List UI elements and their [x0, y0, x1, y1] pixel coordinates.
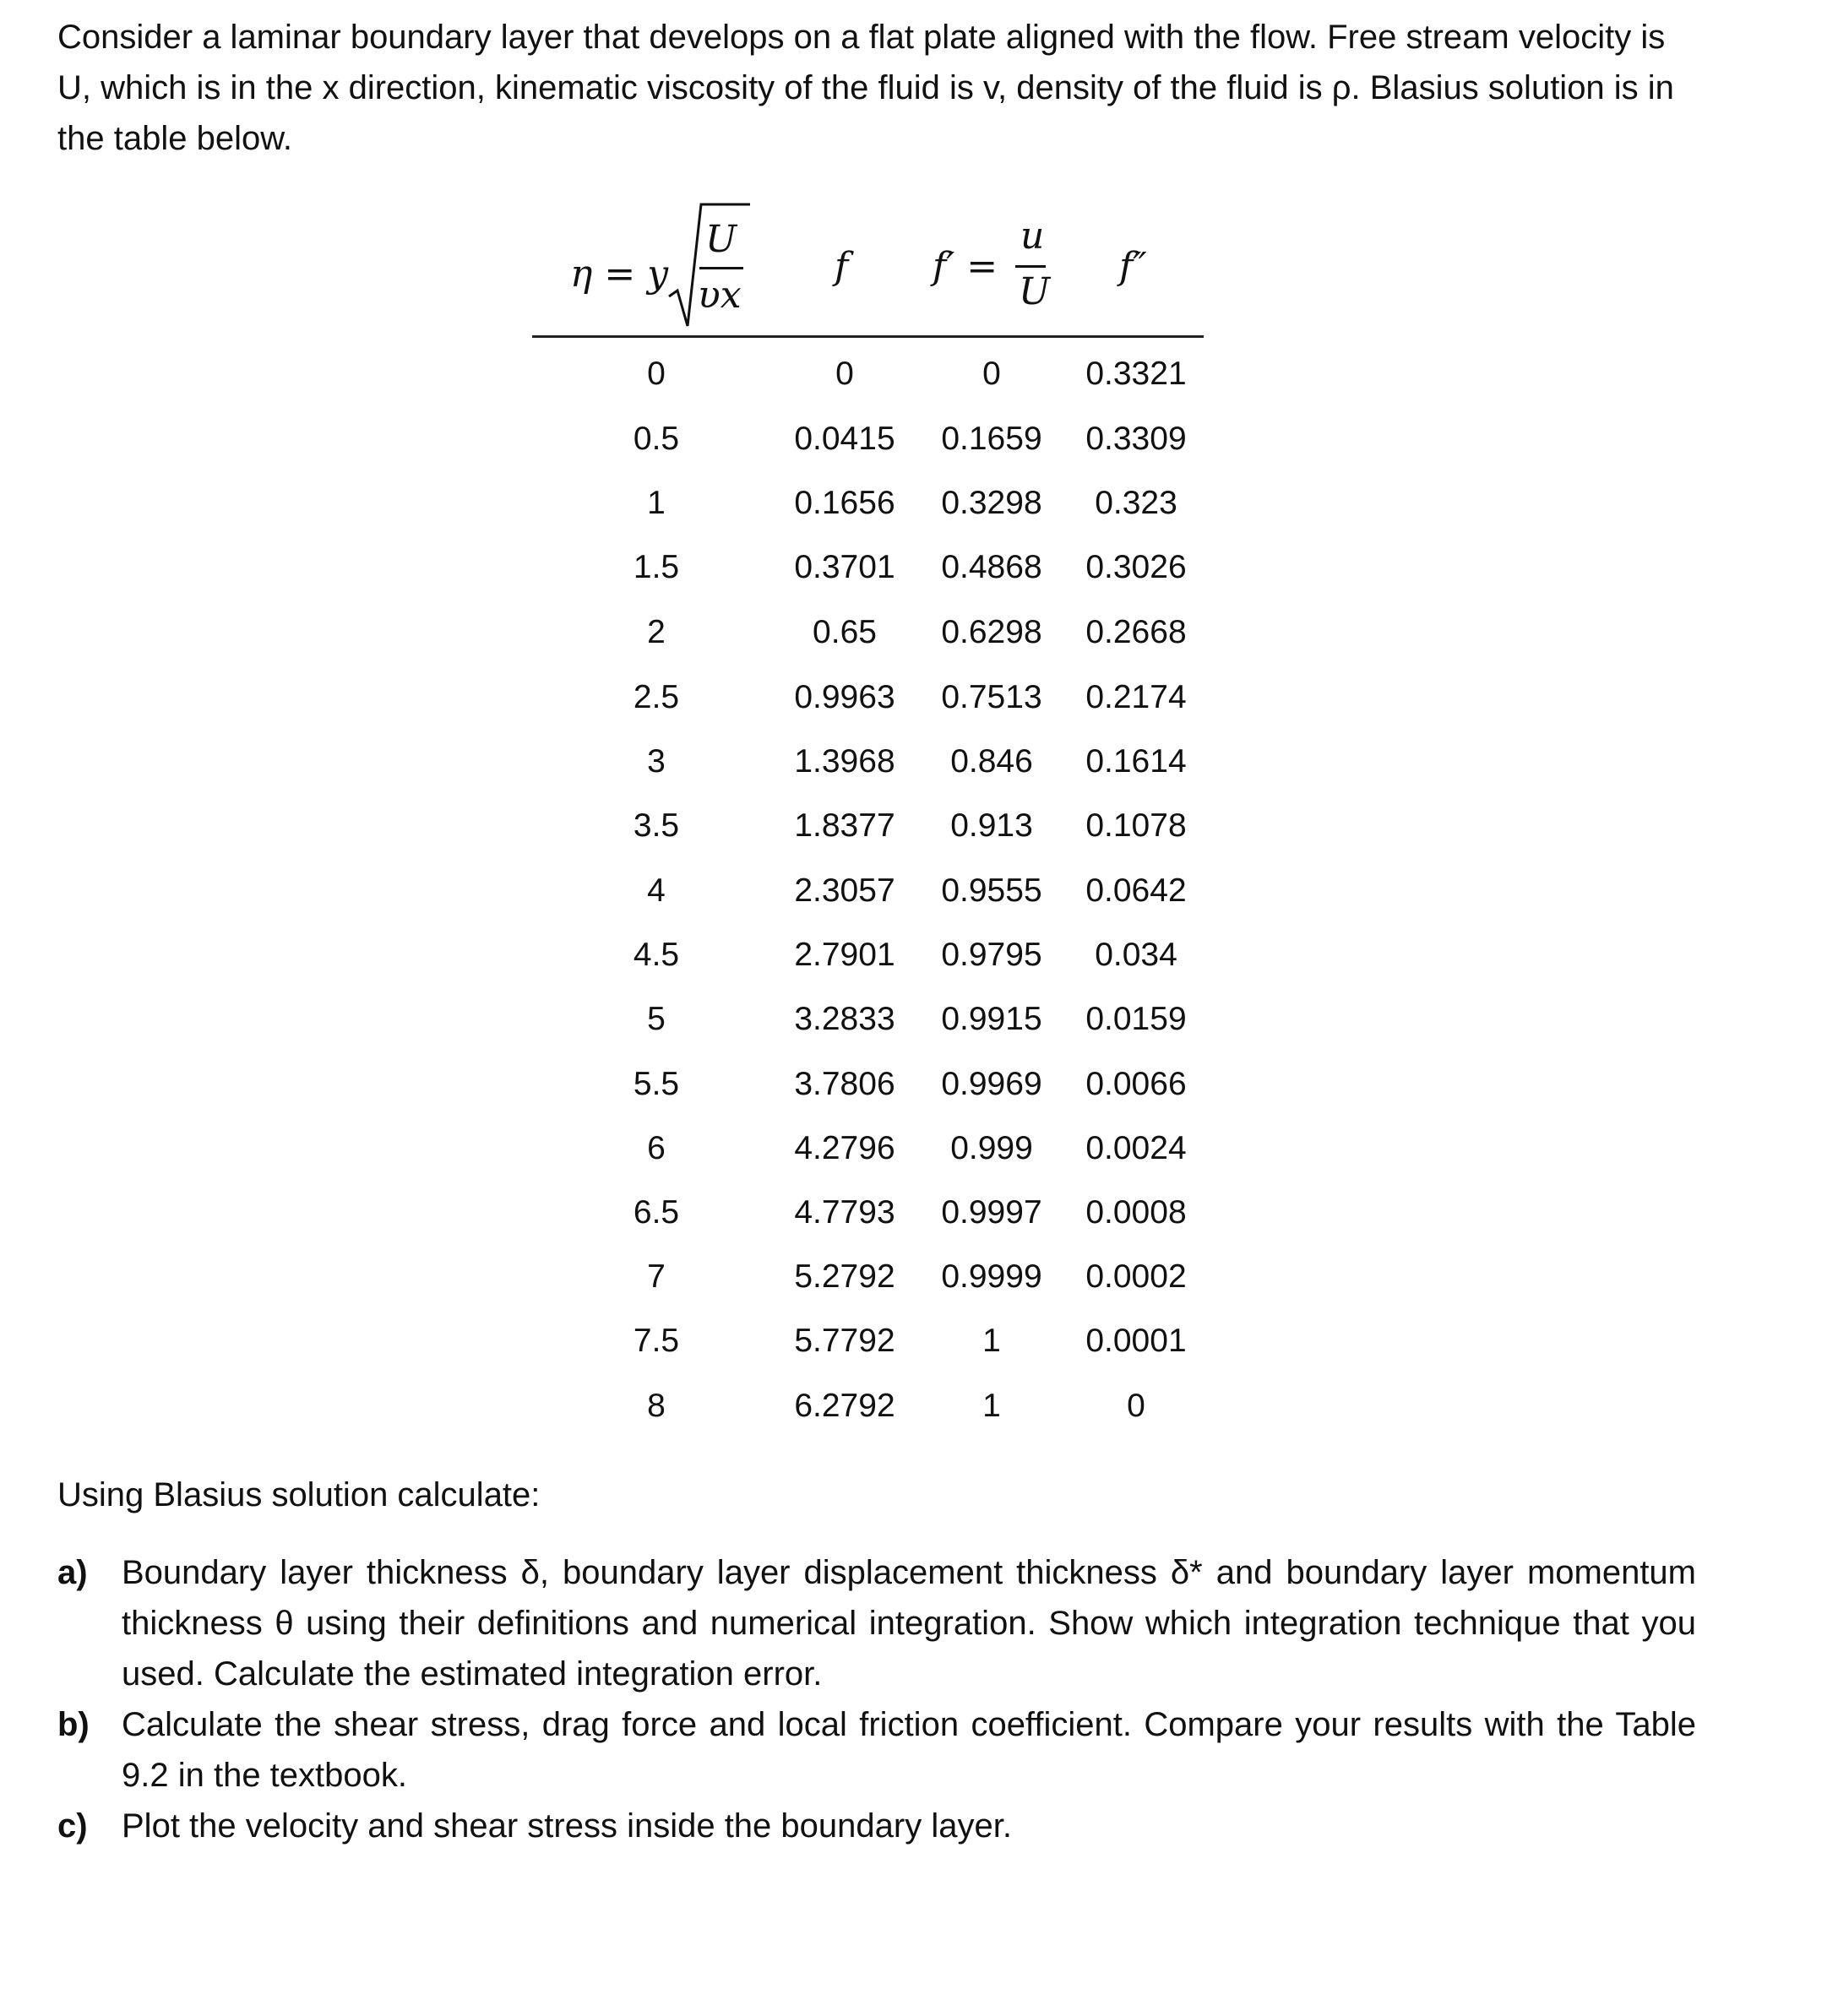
- cell-f: 6.2792: [794, 1388, 895, 1424]
- task-item: [57, 1801, 1696, 1851]
- cell-eta: 7: [647, 1258, 666, 1295]
- cell-eta: 3: [647, 743, 666, 780]
- cell-f: 3.2833: [794, 1001, 895, 1037]
- cell-f: 3.7806: [794, 1066, 895, 1102]
- calc-heading: Using Blasius solution calculate:: [57, 1476, 541, 1513]
- table-row: [0, 930, 1838, 981]
- table-row: [0, 1059, 1838, 1110]
- table-row: [0, 801, 1838, 851]
- table-row: [0, 542, 1838, 593]
- cell-f: 4.2796: [794, 1130, 895, 1166]
- cell-fprime: 0.9795: [941, 937, 1042, 973]
- cell-eta: 1.5: [633, 549, 680, 585]
- cell-fdoubleprime: 0.0024: [1085, 1130, 1187, 1166]
- table-row: [0, 349, 1838, 399]
- cell-f: 0.3701: [794, 549, 895, 585]
- cell-fprime: 0.6298: [941, 614, 1042, 650]
- cell-fprime: 0: [982, 356, 1001, 392]
- cell-eta: 8: [647, 1388, 666, 1424]
- cell-eta: 7.5: [633, 1323, 680, 1359]
- header-eta-lhs: η = y: [570, 253, 669, 296]
- cell-f: 0.65: [813, 614, 877, 650]
- cell-fprime: 0.999: [950, 1130, 1033, 1166]
- task-marker: a): [57, 1554, 88, 1591]
- table-row: [0, 672, 1838, 723]
- cell-fdoubleprime: 0.0642: [1085, 872, 1187, 909]
- cell-f: 0.1656: [794, 485, 895, 521]
- cell-fprime: 0.846: [950, 743, 1033, 780]
- cell-fprime: 0.4868: [941, 549, 1042, 585]
- header-fprime-den: U: [1019, 270, 1051, 313]
- cell-eta: 5.5: [633, 1066, 680, 1102]
- table-header-rule: [532, 335, 1204, 338]
- cell-fdoubleprime: 0.0001: [1085, 1323, 1187, 1359]
- cell-fprime: 0.9915: [941, 1001, 1042, 1037]
- task-text: Boundary layer thickness δ, boundary layer displacement thickness δ* and boundary layer momentum thickness θ using their definitions and numerical integration. Show which integration technique that you used. Calculate the estimated integration error.: [122, 1554, 1696, 1693]
- cell-eta: 1: [647, 485, 666, 521]
- table-row: [0, 994, 1838, 1045]
- cell-fprime: 0.9997: [941, 1194, 1042, 1231]
- cell-f: 1.3968: [794, 743, 895, 780]
- task-item: [57, 1699, 1696, 1801]
- header-fdoubleprime: f″: [1119, 245, 1147, 288]
- table-row: [0, 866, 1838, 916]
- cell-fprime: 0.9969: [941, 1066, 1042, 1102]
- task-marker: b): [57, 1706, 90, 1743]
- header-fprime-frac-bar: [1015, 265, 1046, 268]
- cell-f: 5.2792: [794, 1258, 895, 1295]
- cell-eta: 4.5: [633, 937, 680, 973]
- table-row: [0, 736, 1838, 787]
- cell-fdoubleprime: 0.0159: [1085, 1001, 1187, 1037]
- header-eta-den: υx: [698, 274, 742, 317]
- cell-fdoubleprime: 0.0008: [1085, 1194, 1187, 1231]
- cell-eta: 5: [647, 1001, 666, 1037]
- task-text: Plot the velocity and shear stress inside the boundary layer.: [122, 1807, 1012, 1845]
- cell-fprime: 0.3298: [941, 485, 1042, 521]
- task-marker: c): [57, 1807, 88, 1845]
- cell-f: 0.0415: [794, 421, 895, 457]
- header-f: f: [835, 245, 849, 288]
- header-eta-num: U: [705, 218, 737, 261]
- task-text: Calculate the shear stress, drag force and local friction coefficient. Compare your results with the Table 9.2 in the textbook.: [122, 1706, 1696, 1794]
- cell-eta: 6: [647, 1130, 666, 1166]
- cell-eta: 3.5: [633, 807, 680, 844]
- task-list: [57, 1547, 1696, 1851]
- cell-fdoubleprime: 0.2174: [1085, 679, 1187, 715]
- cell-fprime: 0.7513: [941, 679, 1042, 715]
- table-row: [0, 1316, 1838, 1367]
- cell-f: 4.7793: [794, 1194, 895, 1231]
- cell-fdoubleprime: 0.323: [1095, 485, 1177, 521]
- cell-fdoubleprime: 0.3026: [1085, 549, 1187, 585]
- problem-intro: Consider a laminar boundary layer that develops on a flat plate aligned with the flow. Free stream velocity is U, which is in the x direction, kinematic viscosity of the fluid is v, density of the fluid is ρ. Blasius solution is in the table below.: [57, 19, 1674, 157]
- cell-fdoubleprime: 0.1614: [1085, 743, 1187, 780]
- cell-fdoubleprime: 0.034: [1095, 937, 1177, 973]
- cell-fprime: 0.9999: [941, 1258, 1042, 1295]
- cell-fdoubleprime: 0.1078: [1085, 807, 1187, 844]
- header-eta-frac-bar: [699, 267, 743, 269]
- table-row: [0, 1381, 1838, 1432]
- cell-eta: 0: [647, 356, 666, 392]
- cell-fprime: 1: [982, 1323, 1001, 1359]
- header-fprime-lhs: f′ =: [933, 245, 998, 288]
- table-row: [0, 607, 1838, 658]
- cell-fdoubleprime: 0.3309: [1085, 421, 1187, 457]
- cell-fdoubleprime: 0: [1127, 1388, 1145, 1424]
- cell-fdoubleprime: 0.0002: [1085, 1258, 1187, 1295]
- cell-fdoubleprime: 0.2668: [1085, 614, 1187, 650]
- task-item: [57, 1547, 1696, 1699]
- cell-f: 2.3057: [794, 872, 895, 909]
- cell-eta: 2.5: [633, 679, 680, 715]
- table-row: [0, 478, 1838, 529]
- cell-fprime: 0.1659: [941, 421, 1042, 457]
- cell-eta: 4: [647, 872, 666, 909]
- cell-eta: 0.5: [633, 421, 680, 457]
- cell-f: 2.7901: [794, 937, 895, 973]
- cell-fdoubleprime: 0.0066: [1085, 1066, 1187, 1102]
- table-row: [0, 1123, 1838, 1174]
- cell-fprime: 1: [982, 1388, 1001, 1424]
- table-row: [0, 414, 1838, 465]
- cell-eta: 6.5: [633, 1194, 680, 1231]
- cell-eta: 2: [647, 614, 666, 650]
- cell-fprime: 0.913: [950, 807, 1033, 844]
- cell-fprime: 0.9555: [941, 872, 1042, 909]
- table-row: [0, 1187, 1838, 1238]
- cell-f: 1.8377: [794, 807, 895, 844]
- cell-f: 5.7792: [794, 1323, 895, 1359]
- cell-f: 0: [835, 356, 854, 392]
- cell-fdoubleprime: 0.3321: [1085, 356, 1187, 392]
- table-row: [0, 1252, 1838, 1302]
- header-fprime-num: u: [1020, 215, 1045, 258]
- cell-f: 0.9963: [794, 679, 895, 715]
